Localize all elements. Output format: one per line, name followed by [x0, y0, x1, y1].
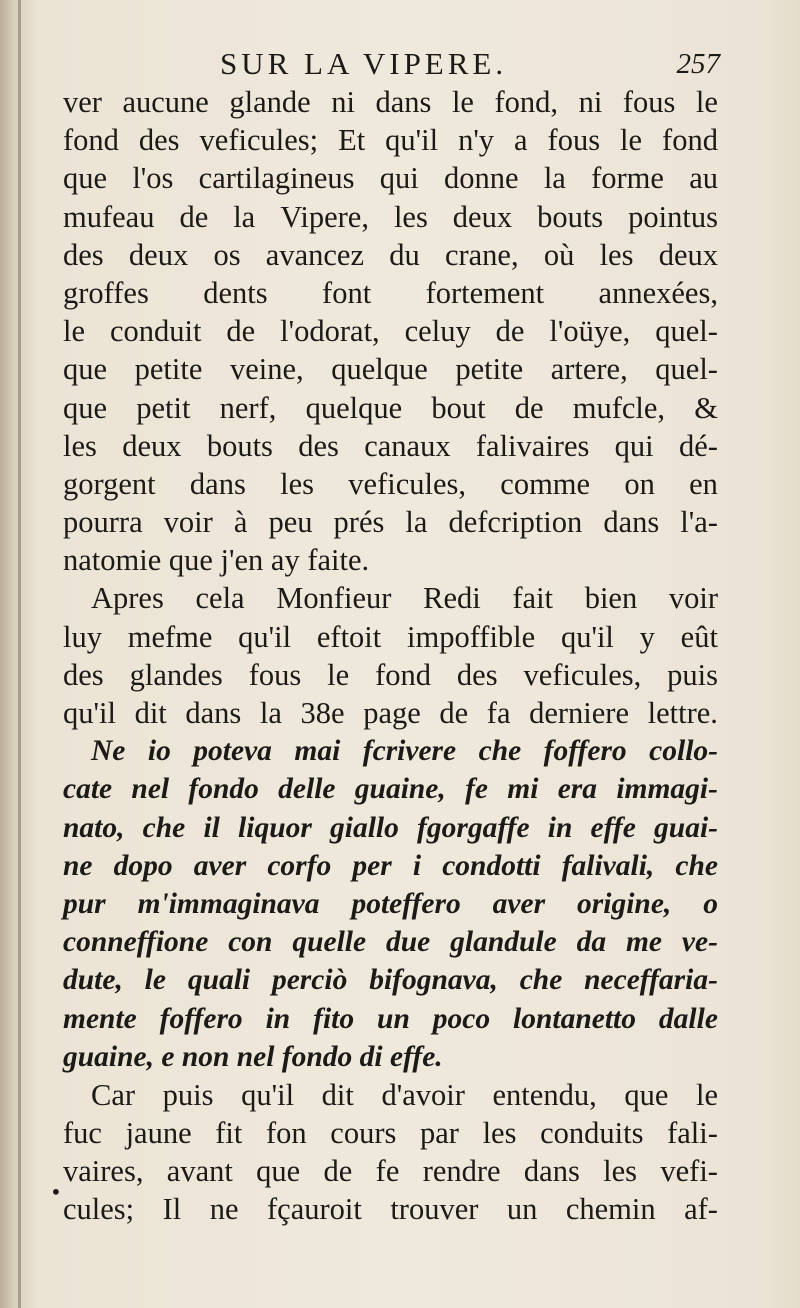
page-header	[60, 44, 720, 88]
margin-mark: •	[50, 1180, 62, 1204]
text-line: que l'os cartilagineus qui donne la forme au	[63, 161, 718, 196]
text-line: nato, che il liquor giallo fgorgaffe in effe guai-	[63, 811, 718, 844]
text-line: ver aucune glande ni dans le fond, ni fous le	[63, 85, 718, 119]
text-line: que petit nerf, quelque bout de mufcle, &	[63, 390, 718, 425]
text-line: fuc jaune fit fon cours par les conduits fali-	[63, 1116, 718, 1151]
text-line: natomie que j'en ay faite.	[63, 543, 370, 578]
text-line: que petite veine, quelque petite artere, quel-	[63, 352, 718, 387]
text-line: les deux bouts des canaux falivaires qui dé-	[63, 428, 718, 463]
text-line: cate nel fondo delle guaine, fe mi era immagi-	[63, 773, 718, 806]
text-line: ne dopo aver corfo per i condotti falivali, che	[63, 849, 718, 882]
running-title: SUR LA VIPERE.	[220, 46, 508, 81]
text-line: luy mefme qu'il eftoit impoffible qu'il y eût	[63, 619, 718, 654]
text-line: qu'il dit dans la 38e page de fa derniere lettre.	[63, 696, 718, 730]
text-line: groffes dents font fortement annexées,	[63, 275, 718, 310]
page-gutter-edge	[18, 0, 21, 1308]
text-line: des glandes fous le fond des veficules, puis	[63, 657, 718, 692]
text-line: Ne io poteva mai fcrivere che foffero collo-	[91, 735, 718, 768]
text-line: pourra voir à peu prés la defcription dans l'a-	[63, 505, 718, 540]
text-line: vaires, avant que de fe rendre dans les vefi-	[63, 1154, 718, 1189]
text-line: mente foffero in fito un poco lontanetto dalle	[63, 1002, 718, 1035]
text-line: Apres cela Monfieur Redi fait bien voir	[91, 581, 718, 616]
body-text	[63, 83, 718, 1229]
text-line: Car puis qu'il dit d'avoir entendu, que le	[91, 1077, 718, 1112]
text-line: pur m'immaginava poteffero aver origine, o	[63, 887, 718, 920]
text-line: des deux os avancez du crane, où les deux	[63, 237, 718, 272]
page-number: 257	[676, 48, 720, 80]
text-line: cules; Il ne fçauroit trouver un chemin af-	[63, 1192, 718, 1227]
text-line: mufeau de la Vipere, les deux bouts pointus	[63, 199, 718, 234]
text-line: dute, le quali perciò bifognava, che neceffaria-	[63, 964, 718, 997]
text-line: le conduit de l'odorat, celuy de l'oüye, quel-	[63, 314, 718, 349]
text-line: fond des veficules; Et qu'il n'y a fous le fond	[63, 123, 718, 158]
text-line: guaine, e non nel fondo di effe.	[63, 1040, 443, 1073]
text-line: gorgent dans les veficules, comme on en	[63, 466, 718, 501]
text-line: conneffione con quelle due glandule da me ve-	[63, 926, 718, 959]
